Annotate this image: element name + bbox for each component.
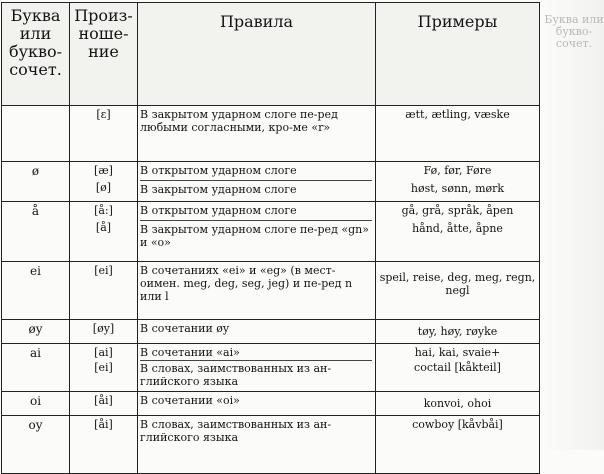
- rule-item: В словах, заимствованных из ан-глийского языка: [140, 418, 332, 444]
- pron-item: [øy]: [92, 322, 115, 335]
- row-pronunciation: [70, 392, 138, 416]
- row-pronunciation: [70, 202, 138, 262]
- row-example: [376, 320, 540, 344]
- table-row: [2, 344, 540, 392]
- rule-item: В сочетании øy: [140, 322, 230, 335]
- rule-item: В сочетании «ai»: [140, 346, 240, 359]
- pron-item: [åi]: [94, 418, 113, 431]
- row-example: [376, 416, 540, 474]
- example-item: hånd, åtte, åpne: [412, 222, 503, 235]
- row-letter: oy: [2, 416, 70, 474]
- pron-item: [ei]: [94, 361, 113, 374]
- row-letter: ø: [2, 162, 70, 202]
- row-pronunciation: [70, 162, 138, 202]
- row-example: [376, 106, 540, 162]
- row-example: [376, 202, 540, 262]
- row-pronunciation: [70, 106, 138, 162]
- table-row: [2, 106, 540, 162]
- row-rule: [138, 106, 376, 162]
- pron-item: [åi]: [94, 394, 113, 407]
- rule-item: В открытом ударном слоге: [140, 204, 297, 217]
- table-row: [2, 202, 540, 262]
- table-header-row: [2, 3, 540, 106]
- example-item: konvoi, ohoi: [423, 397, 492, 410]
- pron-item: [ei]: [94, 264, 113, 277]
- row-letter: oi: [2, 392, 70, 416]
- example-item: coctail [kåkteil]: [414, 361, 501, 374]
- phonetics-table: [1, 2, 540, 474]
- row-example: [376, 344, 540, 392]
- example-item: tøy, høy, røyke: [417, 325, 498, 338]
- example-item: cowboy [kåvbåi]: [412, 418, 503, 431]
- example-item: hai, kai, svaie+: [414, 346, 501, 359]
- row-rule: [138, 416, 376, 474]
- rule-item: В закрытом ударном слоге пе-ред любыми согласными, кро-ме «r»: [140, 108, 338, 134]
- example-item: høst, sønn, mørk: [410, 182, 505, 195]
- table-row: [2, 320, 540, 344]
- pron-item: [æ]: [94, 164, 113, 177]
- pron-item: [ø]: [95, 181, 112, 194]
- rule-item: В закрытом ударном слоге: [140, 180, 372, 196]
- pron-item: [ɛ]: [96, 108, 111, 121]
- table-row: [2, 262, 540, 320]
- header-examples: Примеры: [376, 3, 540, 106]
- example-item: gå, grå, språk, åpen: [401, 204, 514, 217]
- rule-item: В открытом ударном слоге: [140, 164, 297, 177]
- row-rule: [138, 320, 376, 344]
- row-example: [376, 392, 540, 416]
- row-rule: [138, 202, 376, 262]
- row-example: [376, 162, 540, 202]
- row-rule: [138, 262, 376, 320]
- row-pronunciation: [70, 320, 138, 344]
- rule-item: В словах, заимствованных из ан-глийского языка: [140, 360, 372, 388]
- row-letter: øy: [2, 320, 70, 344]
- pron-item: [å]: [95, 221, 112, 234]
- bleed-through-column: [544, 0, 604, 450]
- row-letter: ai: [2, 344, 70, 392]
- header-pronunciation: Произ-ноше-ние: [70, 3, 138, 106]
- table-row: [2, 162, 540, 202]
- ghost-column-header: Буква или букво-сочет.: [544, 13, 604, 50]
- row-pronunciation: [70, 416, 138, 474]
- row-letter: ei: [2, 262, 70, 320]
- example-item: ætt, ætling, væske: [405, 108, 510, 121]
- row-rule: [138, 162, 376, 202]
- row-letter: [2, 106, 70, 162]
- rule-item: В сочетании «oi»: [140, 394, 240, 407]
- row-pronunciation: [70, 344, 138, 392]
- example-item: speil, reise, deg, meg, regn, negl: [379, 271, 536, 297]
- row-pronunciation: [70, 262, 138, 320]
- rule-item: В закрытом ударном слоге пе-ред «gn» и «o»: [140, 220, 372, 249]
- table-row: [2, 392, 540, 416]
- row-example: [376, 262, 540, 320]
- pron-item: [ai]: [94, 346, 113, 359]
- rule-item: В сочетаниях «ei» и «eg» (в мест-оимен. meg, deg, seg, jeg) и пе-ред n или l: [140, 264, 353, 303]
- row-rule: [138, 392, 376, 416]
- header-rules: Правила: [138, 3, 376, 106]
- example-item: Fø, før, Føre: [423, 164, 492, 177]
- row-rule: [138, 344, 376, 392]
- row-letter: å: [2, 202, 70, 262]
- header-letter: Буква или букво-сочет.: [2, 3, 70, 106]
- table-row: [2, 416, 540, 474]
- pron-item: [å:]: [94, 204, 113, 217]
